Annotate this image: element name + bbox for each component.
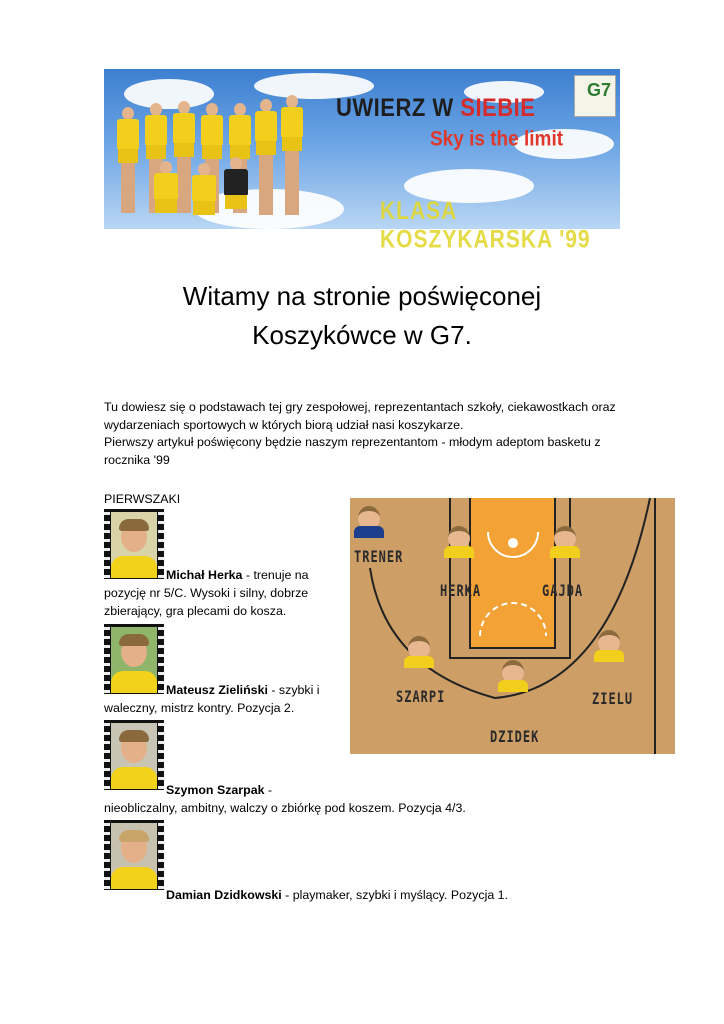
intro-line: wydarzeniach sportowych w których biorą udział nasi koszykarze. <box>104 417 464 432</box>
player-photo-szarpak <box>104 720 164 790</box>
player-description: - trenuje na <box>242 568 309 582</box>
banner-subtitle: Sky is the limit <box>430 127 564 151</box>
player-photo <box>550 526 580 556</box>
intro-line: Tu dowiesz się o podstawach tej gry zespołowej, reprezentantach szkoły, ciekawostkach oraz <box>104 400 616 414</box>
player-photo-dzidkowski <box>104 820 164 890</box>
court-label: GAJDA <box>542 581 584 601</box>
court-label: SZARPI <box>396 687 446 707</box>
page-title-line-2: Koszykówce w G7. <box>252 320 472 350</box>
player-name: Szymon Szarpak <box>166 783 265 797</box>
player-entry <box>166 886 508 904</box>
player-photo <box>444 526 474 556</box>
player-description: - <box>264 783 273 797</box>
player-description: waleczny, mistrz kontry. Pozycja 2. <box>104 701 295 715</box>
banner-title: UWIERZ W SIEBIE <box>336 93 536 122</box>
player-description: pozycję nr 5/C. Wysoki i silny, dobrze <box>104 586 309 600</box>
player-description: nieobliczalny, ambitny, walczy o zbiórkę pod koszem. Pozycja 4/3. <box>104 801 466 815</box>
player-entry <box>166 566 309 584</box>
court-label: ZIELU <box>592 689 634 709</box>
player-name: Michał Herka <box>166 568 243 582</box>
coach-photo <box>354 506 384 536</box>
intro-line: Pierwszy artykuł poświęcony będzie naszym reprezentantom - młodym adeptom basketu z <box>104 435 601 449</box>
player-photo-herka <box>104 509 164 579</box>
court-label: DZIDEK <box>490 727 540 747</box>
school-logo: G7 <box>574 75 616 117</box>
banner-class-text: KLASA KOSZYKARSKA '99 <box>380 197 591 254</box>
player-photo <box>498 660 528 690</box>
intro-paragraph <box>104 399 624 469</box>
player-photo-zielinski <box>104 624 164 694</box>
player-description: - playmaker, szybki i myślący. Pozycja 1. <box>281 888 508 902</box>
player-name: Mateusz Zieliński <box>166 683 268 697</box>
player-entry <box>166 781 272 799</box>
header-banner <box>104 69 620 254</box>
player-photo <box>404 636 434 666</box>
court-label: TRENER <box>354 547 404 567</box>
player-photo <box>594 630 624 660</box>
player-name: Damian Dzidkowski <box>166 888 282 902</box>
section-label: PIERWSZAKI <box>104 492 181 506</box>
court-label: HERKA <box>440 581 482 601</box>
page-title-line-1: Witamy na stronie poświęconej <box>182 281 542 311</box>
court-diagram <box>350 498 675 754</box>
intro-line: rocznika '99 <box>104 452 170 467</box>
player-entry <box>166 681 320 699</box>
player-description: - szybki i <box>267 683 320 697</box>
player-description: zbierający, gra plecami do kosza. <box>104 604 287 618</box>
